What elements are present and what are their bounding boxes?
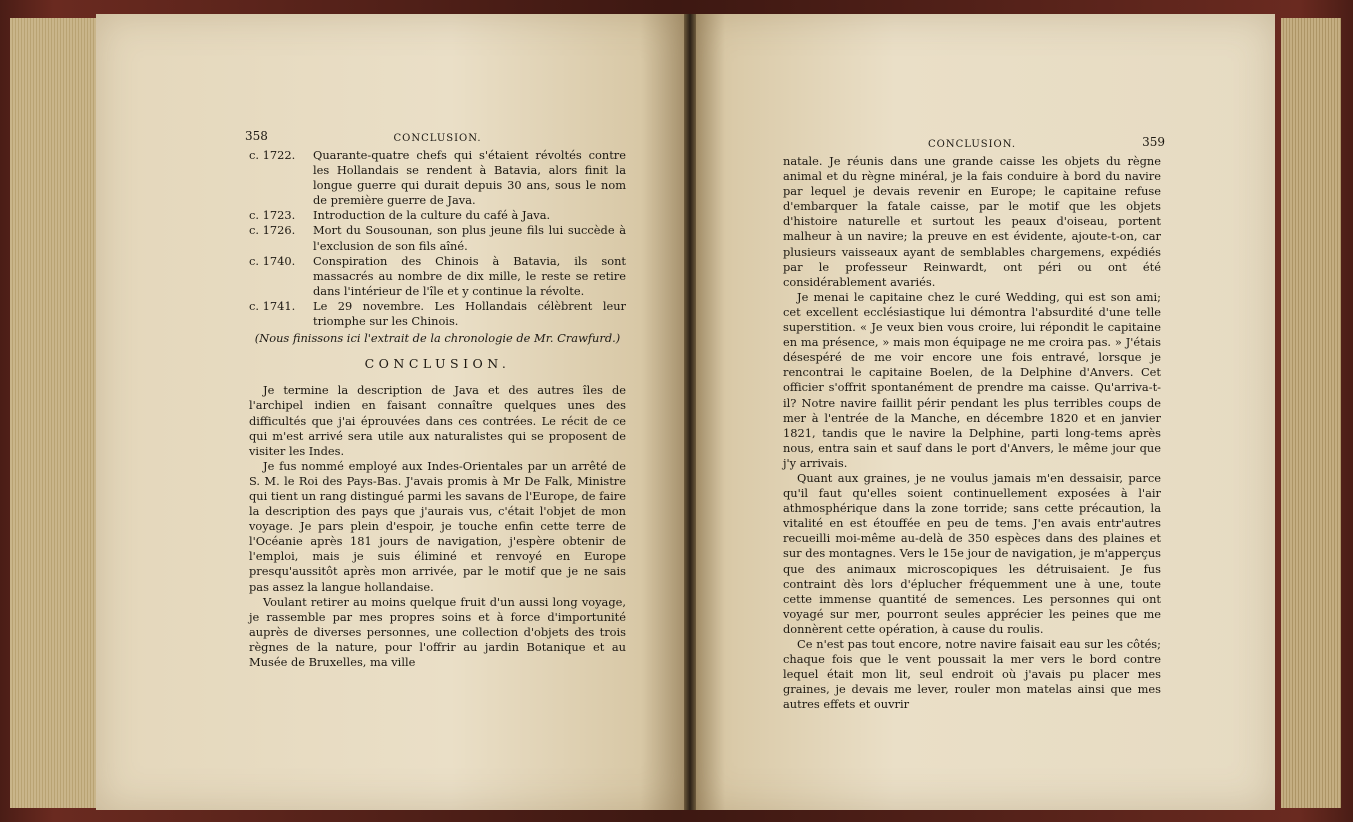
book-gutter xyxy=(684,14,696,810)
paragraph: natale. Je réunis dans une grande caisse les objets du règne animal et du règne minéral, je la fais conduire à bord du navire par lequel je devais revenir en Europe; le capitaine refuse d'embarquer la fatale caisse, par le motif que les objets d'histoire naturelle et surtout les peaux d'oiseau, portent malheur à un navire; la preuve en est évidente, ajoute-t-on, car plusieurs vaisseaux ayant de semblables chargemens, expédiés par le professeur Reinwardt, ont péri ou ont été considérablement avariés. xyxy=(783,154,1161,289)
chronology-year: c. 1740. xyxy=(249,253,296,268)
left-page-number: 358 xyxy=(245,129,268,143)
right-running-title: CONCLUSION. xyxy=(927,139,1017,150)
chronology-text: Conspiration des Chinois à Batavia, ils sont massacrés au nombre de dix mille, le reste se retire dans l'intérieur de l'île et y continue la révolte. xyxy=(313,253,626,298)
section-title: CONCLUSION. xyxy=(364,356,511,372)
paragraph: Ce n'est pas tout encore, notre navire faisait eau sur les côtés; chaque fois que le vent poussait la mer vers le bord contre lequel était mon lit, seul endroit où j'avais pu placer mes graines, je devais me lever, rouler mon matelas ainsi que mes autres effets et ouvrir xyxy=(783,637,1161,712)
right-running-head xyxy=(783,135,1165,151)
chronology-note: (Nous finissons ici l'extrait de la chronologie de Mr. Crawfurd.) xyxy=(254,331,621,346)
chronology-entry xyxy=(249,223,626,253)
chronology-entry xyxy=(249,299,626,329)
chronology-entry xyxy=(249,208,626,223)
chronology-entry xyxy=(249,148,626,208)
chronology-year: c. 1726. xyxy=(249,223,296,238)
left-running-title: CONCLUSION. xyxy=(393,133,482,144)
chronology-year: c. 1723. xyxy=(249,208,296,223)
paragraph: Je menai le capitaine chez le curé Wedding, qui est son ami; cet excellent ecclésiastique lui démontra l'absurdité d'une telle superstition. « Je veux bien vous croire, lui répondit le capitaine en ma présence, » mais mon équipage ne me croira pas. » J'étais désespéré de me voir encore une fois entravé, lorsque je rencontrai le capitaine Boelen, de la Delphine d'Anvers. Cet officier s'offrit spontanément de prendre ma caisse. Qu'arriva-t-il? Notre navire faillit périr pendant les plus terribles coups de mer à l'entrée de la Manche, en décembre 1820 et en janvier 1821, tandis que le navire la Delphine, parti long-tems après nous, entra sain et sauf dans le port d'Anvers, le même jour que j'y arrivais. xyxy=(783,289,1161,470)
chronology-text: Quarante-quatre chefs qui s'étaient révoltés contre les Hollandais se rendent à Batavia, alors finit la longue guerre qui durait depuis 30 ans, sous le nom de première guerre de Java. xyxy=(313,148,626,208)
chronology-entry xyxy=(249,254,626,299)
chronology-year: c. 1741. xyxy=(249,298,296,313)
chronology-text: Mort du Sousounan, son plus jeune fils lui succède à l'exclusion de son fils aîné. xyxy=(313,223,626,253)
page-edges-right xyxy=(1281,18,1341,808)
paragraph: Je fus nommé employé aux Indes-Orientales par un arrêté de S. M. le Roi des Pays-Bas. J'avais promis à Mr De Falk, Ministre qui tient un rang distingué parmi les savans de l'Europe, de faire la description des pays que j'aurais vus, c'était l'objet de mon voyage. Je pars plein d'espoir, je touche enfin cette terre de l'Océanie après 181 jours de navigation, j'espère obtenir de l'emploi, mais je suis éliminé et renvoyé en Europe presqu'aussitôt après mon arrivée, par le motif que je ne sais pas assez la langue hollandaise. xyxy=(249,458,626,594)
paragraph: Voulant retirer au moins quelque fruit d'un aussi long voyage, je rassemble par mes propres soins et à force d'importunité auprès de diverses personnes, une collection d'objets des trois règnes de la nature, pour l'offrir au jardin Botanique et au Musée de Bruxelles, ma ville xyxy=(249,594,626,669)
paragraph: Quant aux graines, je ne voulus jamais m'en dessaisir, parce qu'il faut qu'elles soient continuellement exposées à l'air athmosphérique dans la zone torride; sans cette précaution, la vitalité en est étouffée en peu de tems. J'en avais entr'autres recueilli moi-même au-delà de 350 espèces dans des plaines et sur des montagnes. Vers le 15e jour de navigation, je m'apperçus que des animaux microscopiques les détruisaient. Je fus contraint dès lors d'éplucher fréquemment une à une, toute cette immense quantité de semences. Les personnes qui ont voyagé sur mer, pourront seules apprécier les peines que me donnèrent cette opération, à cause du roulis. xyxy=(783,470,1161,636)
left-page-text xyxy=(245,129,626,670)
right-page-text xyxy=(783,135,1165,712)
chronology-text: Introduction de la culture du café à Java. xyxy=(313,208,551,223)
paragraph: Je termine la description de Java et des autres îles de l'archipel indien en faisant connaître quelques unes des difficultés que j'ai éprouvées dans ces contrées. Le récit de ce qui m'est arrivé sera utile aux naturalistes qui se proposent de visiter les Indes. xyxy=(249,383,626,458)
chronology-year: c. 1722. xyxy=(249,148,296,162)
left-running-head xyxy=(245,129,626,145)
chronology-text: Le 29 novembre. Les Hollandais célèbrent leur triomphe sur les Chinois. xyxy=(313,298,626,329)
right-page-number: 359 xyxy=(1142,135,1165,149)
